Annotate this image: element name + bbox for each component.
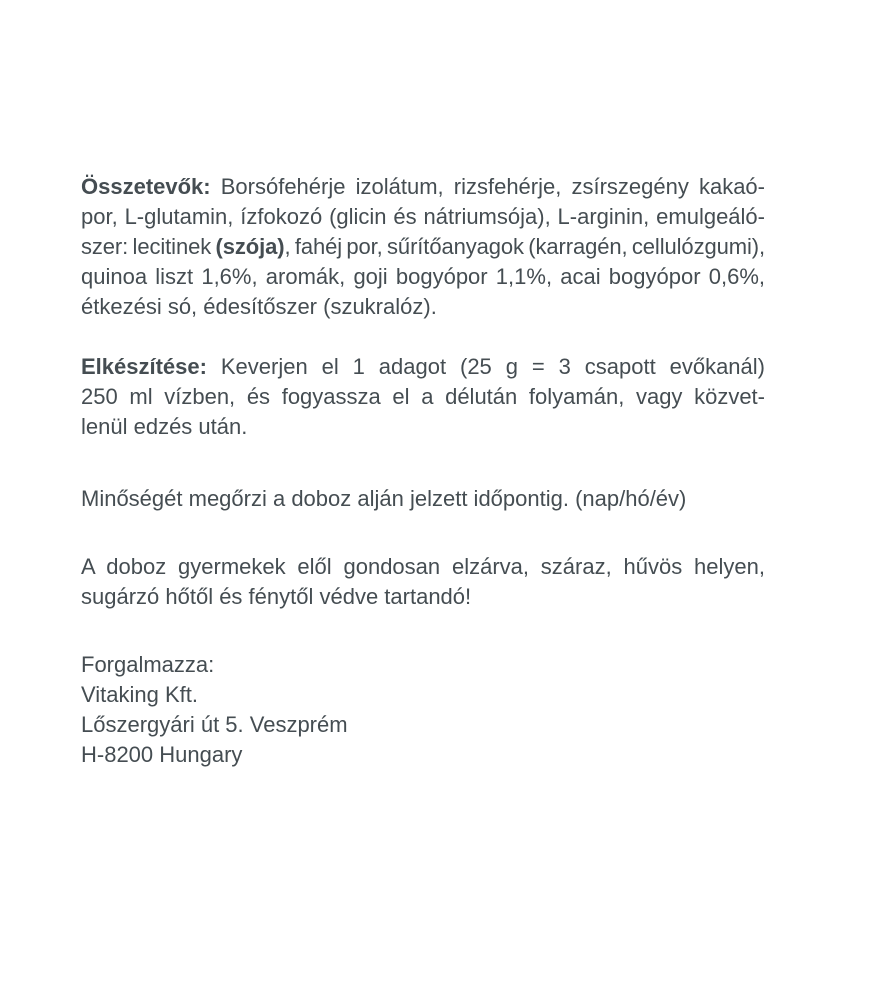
best-before-line: Minőségét megőrzi a doboz alján jelzett időpontig. (nap/hó/év) bbox=[81, 486, 687, 511]
ingredients-line-3-pre: szer: lecitinek bbox=[81, 234, 216, 259]
ingredients-line-2: por, L-glutamin, ízfokozó (glicin és nátriumsója), L-arginin, emulgeáló- bbox=[81, 204, 765, 229]
distributor-address: Lőszergyári út 5. Veszprém bbox=[81, 712, 348, 737]
distributor-company: Vitaking Kft. bbox=[81, 682, 198, 707]
preparation-line-2: 250 ml vízben, és fogyassza el a délután folyamán, vagy közvet- bbox=[81, 384, 765, 409]
storage-line-1: A doboz gyermekek elől gondosan elzárva, száraz, hűvös helyen, bbox=[81, 554, 765, 579]
ingredients-heading: Összetevők: bbox=[81, 174, 211, 199]
ingredients-line-1 bbox=[81, 172, 765, 202]
preparation-paragraph bbox=[81, 352, 765, 442]
preparation-line-1 bbox=[81, 352, 765, 382]
ingredients-line-4: quinoa liszt 1,6%, aromák, goji bogyópor 1,1%, acai bogyópor 0,6%, bbox=[81, 264, 765, 289]
label-text-sheet bbox=[81, 172, 765, 770]
preparation-line-3: lenül edzés után. bbox=[81, 414, 248, 439]
preparation-heading: Elkészítése: bbox=[81, 354, 207, 379]
ingredients-line-3-post: , fahéj por, sűrítőanyagok (karragén, cellulózgumi), bbox=[284, 234, 765, 259]
storage-paragraph bbox=[81, 552, 765, 612]
preparation-line-1-text: Keverjen el 1 adagot (25 g = 3 csapott evőkanál) bbox=[206, 354, 765, 379]
soy-allergen-bold: (szója) bbox=[215, 234, 285, 259]
ingredients-line-3 bbox=[81, 232, 765, 262]
distributor-label: Forgalmazza: bbox=[81, 652, 215, 677]
distributor-paragraph bbox=[81, 650, 765, 770]
storage-line-2: sugárzó hőtől és fénytől védve tartandó! bbox=[81, 584, 472, 609]
best-before-paragraph bbox=[81, 484, 765, 514]
ingredients-line-5: étkezési só, édesítőszer (szukralóz). bbox=[81, 294, 437, 319]
distributor-country: H-8200 Hungary bbox=[81, 742, 243, 767]
ingredients-line-1-text: Borsófehérje izolátum, rizsfehérje, zsírszegény kakaó- bbox=[210, 174, 765, 199]
ingredients-paragraph bbox=[81, 172, 765, 322]
